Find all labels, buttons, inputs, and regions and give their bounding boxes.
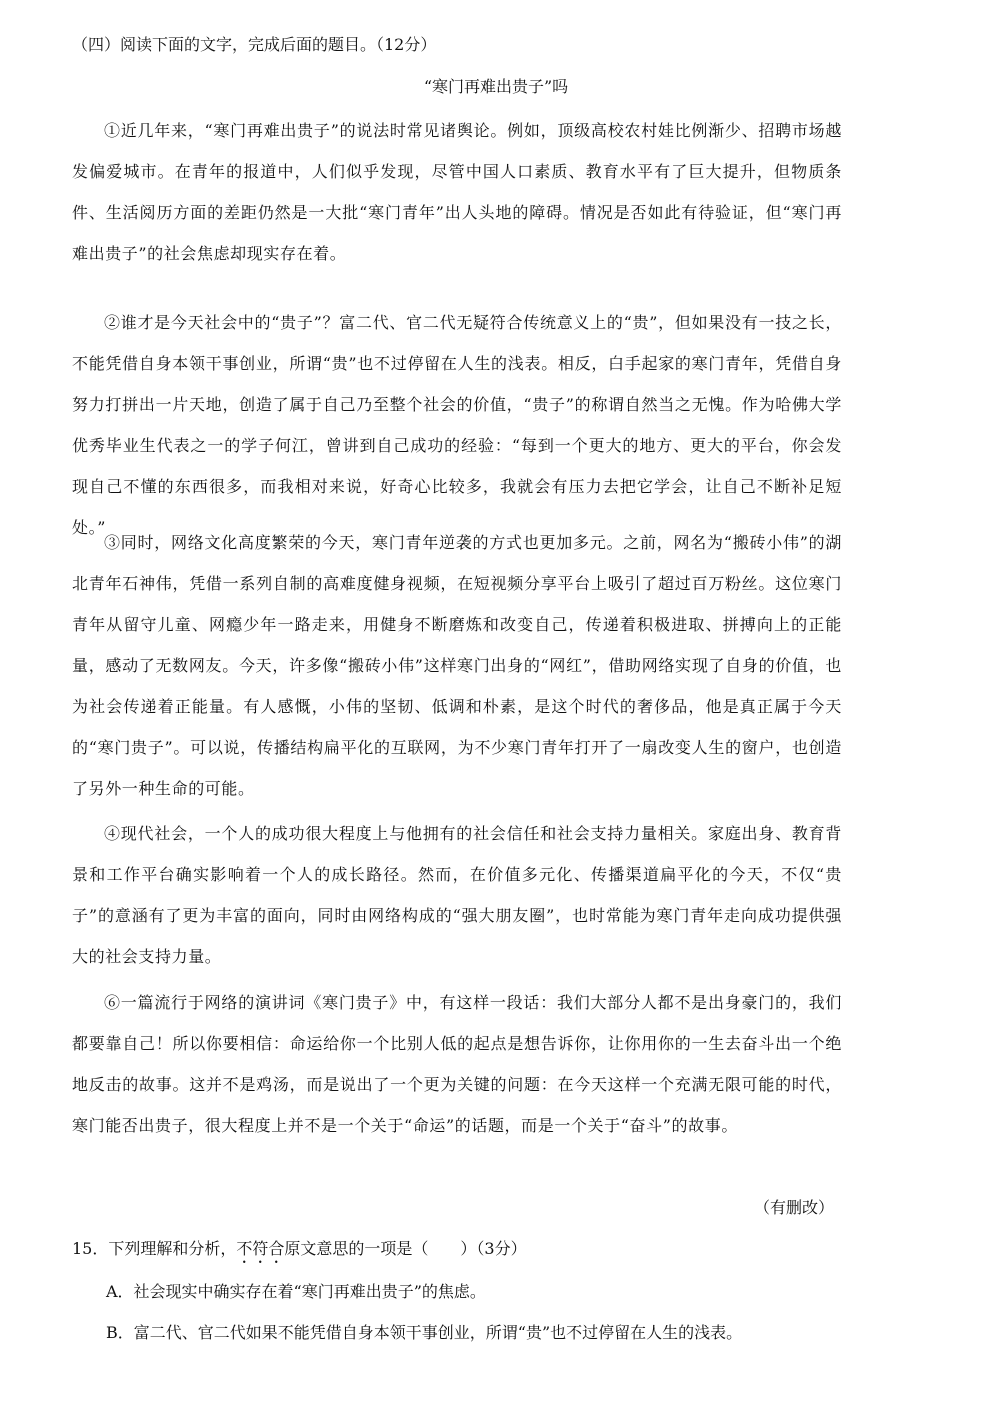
- article-paragraph-1: ①近几年来，“寒门再难出贵子”的说法时常见诸舆论。例如，顶级高校农村娃比例渐少、招聘市场越发偏爱城市。在青年的报道中，人们似乎发现，尽管中国人口素质、教育水平有了巨大提升，但物质条件、生活阅历方面的差距仍然是一大批“寒门青年”出人头地的障碍。情况是否如此有待验证，但“寒门再难出贵子”的社会焦虑却现实存在着。: [72, 121, 842, 263]
- article-paragraph-5: ⑥一篇流行于网络的演讲词《寒门贵子》中，有这样一段话：我们大部分人都不是出身豪门的，我们都要靠自己！所以你要相信：命运给你一个比别人低的起点是想告诉你，让你用你的一生去奋斗出一个绝地反击的故事。这并不是鸡汤，而是说出了一个更为关键的问题：在今天这样一个充满无限可能的时代，寒门能否出贵子，很大程度上并不是一个关于“命运”的话题，而是一个关于“奋斗”的故事。: [72, 993, 842, 1135]
- question-suffix: 原文意思的一项是（ ）（3分）: [284, 1239, 527, 1258]
- question-15: [72, 1234, 527, 1267]
- option-b: B．富二代、官二代如果不能凭借自身本领干事创业，所谓“贵”也不过停留在人生的浅表。: [106, 1323, 743, 1342]
- section-heading: （四）阅读下面的文字，完成后面的题目。（12分）: [72, 35, 437, 54]
- question-emphasis: 不符合: [236, 1239, 285, 1258]
- source-note: （有删改）: [753, 1198, 834, 1217]
- option-a: A．社会现实中确实存在着“寒门再难出贵子”的焦虑。: [106, 1282, 486, 1301]
- article-paragraph-4: ④现代社会，一个人的成功很大程度上与他拥有的社会信任和社会支持力量相关。家庭出身、教育背景和工作平台确实影响着一个人的成长路径。然而，在价值多元化、传播渠道扁平化的今天，不仅“贵子”的意涵有了更为丰富的面向，同时由网络构成的“强大朋友圈”，也时常能为寒门青年走向成功提供强大的社会支持力量。: [72, 824, 842, 966]
- article-paragraph-3: ③同时，网络文化高度繁荣的今天，寒门青年逆袭的方式也更加多元。之前，网名为“搬砖小伟”的湖北青年石神伟，凭借一系列自制的高难度健身视频，在短视频分享平台上吸引了超过百万粉丝。这位寒门青年从留守儿童、网瘾少年一路走来，用健身不断磨炼和改变自己，传递着积极进取、拼搏向上的正能量，感动了无数网友。今天，许多像“搬砖小伟”这样寒门出身的“网红”，借助网络实现了自身的价值，也为社会传递着正能量。有人感慨，小伟的坚韧、低调和朴素，是这个时代的奢侈品，他是真正属于今天的“寒门贵子”。可以说，传播结构扁平化的互联网，为不少寒门青年打开了一扇改变人生的窗户，也创造了另外一种生命的可能。: [72, 533, 842, 798]
- article-paragraph-2: ②谁才是今天社会中的“贵子”？富二代、官二代无疑符合传统意义上的“贵”，但如果没有一技之长，不能凭借自身本领干事创业，所谓“贵”也不过停留在人生的浅表。相反，白手起家的寒门青年，凭借自身努力打拼出一片天地，创造了属于自己乃至整个社会的价值，“贵子”的称谓自然当之无愧。作为哈佛大学优秀毕业生代表之一的学子何江，曾讲到自己成功的经验：“每到一个更大的地方、更大的平台，你会发现自己不懂的东西很多，而我相对来说，好奇心比较多，我就会有压力去把它学会，让自己不断补足短处。”: [72, 313, 842, 537]
- article-title: “寒门再难出贵子”吗: [423, 77, 569, 96]
- question-prefix: 15．下列理解和分析，: [72, 1239, 237, 1258]
